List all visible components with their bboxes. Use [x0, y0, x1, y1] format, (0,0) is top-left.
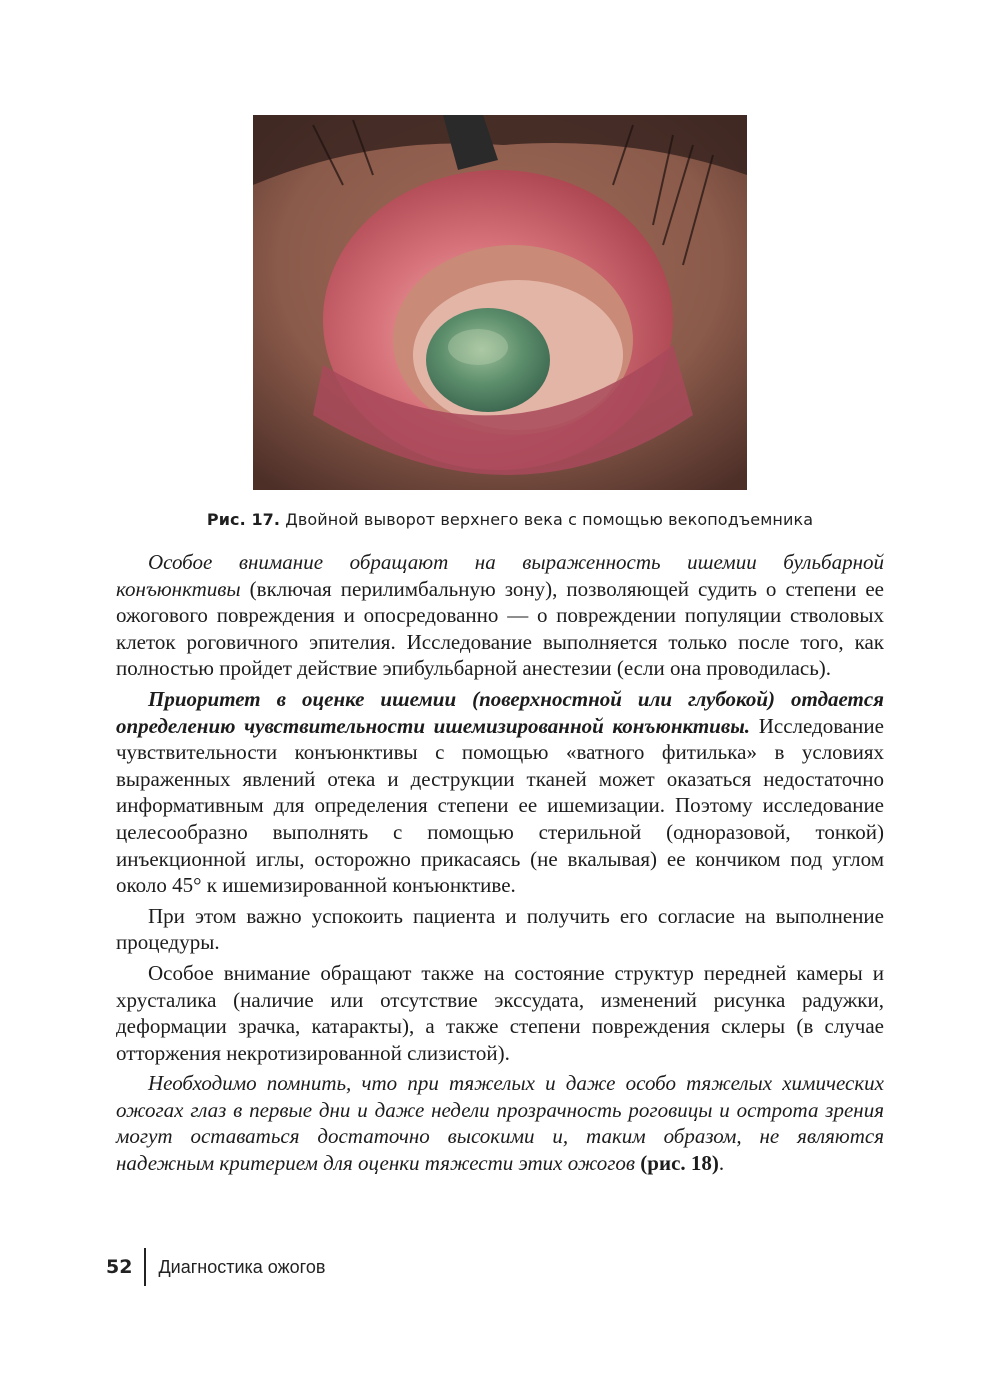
- body-text: [116, 549, 884, 1177]
- figure-caption: [110, 510, 910, 529]
- eye-photo-icon: [253, 115, 747, 490]
- figure-reference: (рис. 18): [640, 1151, 719, 1176]
- paragraph-2-emphasis: Приоритет в оценке ишемии (поверхностной или глубокой) отдается определению чувствительности ишемизированной конъюнктивы.: [116, 686, 884, 738]
- paragraph-1: [116, 549, 884, 682]
- caption-text: Двойной выворот верхнего века с помощью векоподъемника: [280, 510, 814, 529]
- paragraph-2-text: Исследование чувствительности конъюнктивы с помощью «ватного фитилька» в условиях выраженных явлений отека и деструкции тканей может оказаться недостаточно информативным для определения степени ее ишемизации. Поэтому исследование целесообразно выполнять с помощью стерильной (одноразовой, тонкой) инъекционной иглы, осторожно прикасаясь (не вкалывая) ее кончиком под углом около 45° к ишемизированной конъюнктиве.: [116, 713, 884, 898]
- page-footer: [106, 1247, 325, 1287]
- running-title: Диагностика ожогов: [158, 1256, 326, 1277]
- paragraph-4: Особое внимание обращают также на состояние структур передней камеры и хрусталика (наличие или отсутствие экссудата, изменений рисунка радужки, деформации зрачка, катаракты), а также степени повреждения склеры (в случае отторжения некротизированной слизистой).: [116, 960, 884, 1065]
- paragraph-2: [116, 686, 884, 899]
- caption-label: Рис. 17.: [206, 510, 281, 529]
- paragraph-5-end: .: [718, 1151, 725, 1176]
- figure-photo: [253, 115, 747, 490]
- paragraph-1-text: (включая перилимбальную зону), позволяющей судить о степени ее ожогового повреждения и опосредованно — о повреждении популяции стволовых клеток роговичного эпителия. Исследование выполняется только после того, как полностью пройдет действие эпибульбарной анестезии (если она проводилась).: [116, 576, 884, 681]
- paragraph-1-italic: Особое внимание обращают на выраженность ишемии бульбарной конъюнктивы: [116, 550, 884, 601]
- paragraph-5-italic: Необходимо помнить, что при тяжелых и даже особо тяжелых химических ожогах глаз в первые дни и даже недели прозрачность роговицы и острота зрения могут оставаться достаточно высокими и, таким образом, не являются надежным критерием для оценки тяжести этих ожогов: [116, 1071, 884, 1176]
- paragraph-5: [116, 1070, 884, 1176]
- page-number: 52: [106, 1256, 133, 1278]
- paragraph-3: При этом важно успокоить пациента и получить его согласие на выполнение процедуры.: [116, 903, 884, 955]
